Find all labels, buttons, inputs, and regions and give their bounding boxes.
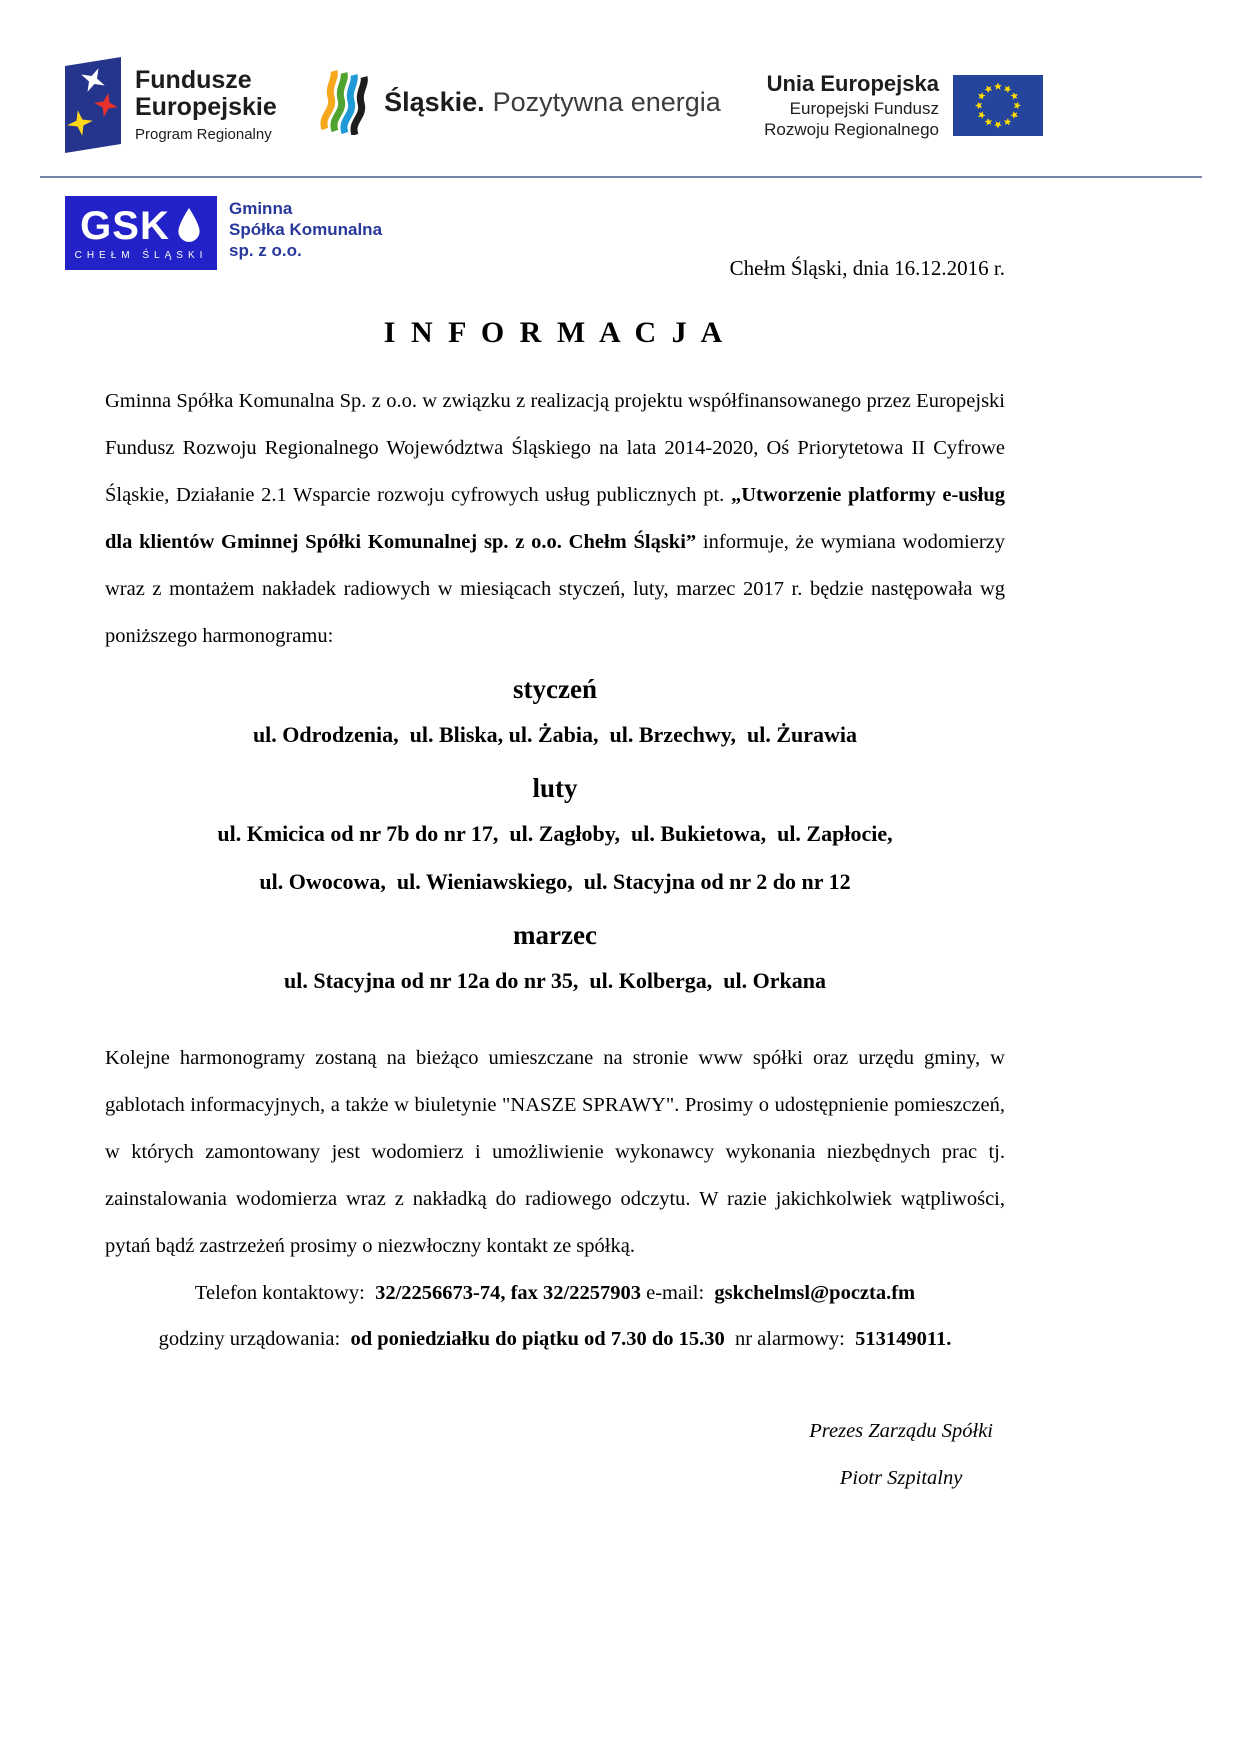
fe-logo-text (135, 67, 277, 142)
fe-line2: Europejskie (135, 92, 277, 121)
fe-flag-icon (65, 57, 121, 153)
intro-paragraph (105, 378, 1005, 660)
gsk-name-line2: Spółka Komunalna (229, 220, 383, 239)
header-divider (40, 176, 1202, 178)
email-label: e-mail: (640, 1282, 715, 1304)
slaskie-tagline: Pozytywna energia (492, 86, 721, 117)
intro-part3: informuje, że wymiana wodomierzy wraz z montażem nakładek radiowych w miesiącach styczeń, luty, marzec 2017 r. będzie następowała wg poniższego harmonogramu: (105, 531, 1005, 647)
gsk-company-name (229, 196, 382, 261)
water-drop-icon (176, 208, 202, 244)
header-logos (65, 46, 1043, 164)
streets-january: ul. Odrodzenia, ul. Bliska, ul. Żabia, ul. Brzechwy, ul. Żurawia (252, 722, 858, 747)
date-line: Chełm Śląski, dnia 16.12.2016 r. (729, 256, 1005, 280)
alarm-value: 513149011. (855, 1328, 952, 1350)
ue-line3: Rozwoju Regionalnego (764, 119, 939, 139)
phone-label: Telefon kontaktowy: (194, 1282, 376, 1304)
ue-line1: Unia Europejska (766, 71, 939, 96)
fe-line3: Program Regionalny (135, 125, 272, 143)
logo-fundusze-europejskie (65, 57, 277, 153)
signature-name: Piotr Szpitalny (839, 1467, 963, 1489)
contact-hours-line (105, 1316, 1005, 1362)
streets-february-line2: ul. Owocowa, ul. Wieniawskiego, ul. Stacyjna od nr 2 do nr 12 (259, 869, 851, 894)
streets-march: ul. Stacyjna od nr 12a do nr 35, ul. Kolberga, ul. Orkana (284, 968, 826, 993)
project-title: „Utworzenie platformy e-usług dla klientów Gminnej Spółki Komunalnej sp. z o.o. Chełm Śląski” (105, 484, 1005, 553)
gsk-name-line1: Gminna (229, 199, 293, 218)
slaskie-brand: Śląskie. (384, 86, 485, 117)
gsk-logo-top (80, 203, 202, 248)
month-heading-february: luty (532, 773, 578, 803)
page-title: I N F O R M A C J A (383, 316, 727, 349)
closing-paragraph: Kolejne harmonogramy zostaną na bieżąco umieszczane na stronie www spółki oraz urzędu gminy, w gablotach informacyjnych, a także w biuletynie "NASZE SPRAWY". Prosimy o udostępnienie pomieszczeń, w których zamontowany jest wodomierz i umożliwienie wykonawcy wykonania niezbędnych prac tj. zainstalowania wodomierza wraz z nakładką do radiowego odczytu. W razie jakichkolwiek wątpliwości, pytań bądź zastrzeżeń prosimy o niezwłoczny kontakt ze spółką. (105, 1047, 1005, 1257)
ue-line2: Europejski Fundusz (789, 98, 939, 118)
month-heading-march: marzec (513, 920, 597, 950)
logo-slaskie (320, 69, 721, 135)
email-value: gskchelmsl@poczta.fm (714, 1282, 916, 1304)
gsk-acronym: GSK (80, 203, 170, 248)
streets-february (105, 810, 1005, 906)
gsk-badge-subtext: CHEŁM ŚLĄSKI (74, 249, 208, 261)
signature-block (809, 1408, 993, 1502)
hours-value: od poniedziałku do piątku od 7.30 do 15.30 (350, 1328, 725, 1350)
contact-phone-line (105, 1270, 1005, 1316)
streets-february-line1: ul. Kmicica od nr 7b do nr 17, ul. Zagłoby, ul. Bukietowa, ul. Zapłocie, (217, 821, 893, 846)
month-heading-january: styczeń (513, 674, 597, 704)
slaskie-waves-icon (320, 69, 370, 135)
intro-part1: Gminna Spółka Komunalna Sp. z o.o. w związku z realizacją projektu współfinansowanego przez Europejski Fundusz Rozwoju Regionalnego Województwa Śląskiego na lata 2014-2020, Oś Priorytetowa II Cyfrowe Śląskie, Działanie 2.1 Wsparcie rozwoju cyfrowych usług publicznych pt. (105, 390, 1005, 506)
ue-logo-text (764, 70, 939, 140)
fe-line1: Fundusze (135, 66, 252, 95)
gsk-name-line3: sp. z o.o. (229, 241, 302, 260)
hours-label: godziny urządowania: (158, 1328, 351, 1350)
phone-value: 32/2256673-74, fax 32/2257903 (375, 1282, 641, 1304)
logo-unia-europejska (764, 70, 1043, 140)
eu-flag-icon (953, 75, 1043, 136)
alarm-label: nr alarmowy: (724, 1328, 856, 1350)
letter-content (105, 316, 1005, 1502)
signature-role: Prezes Zarządu Spółki (809, 1420, 993, 1442)
